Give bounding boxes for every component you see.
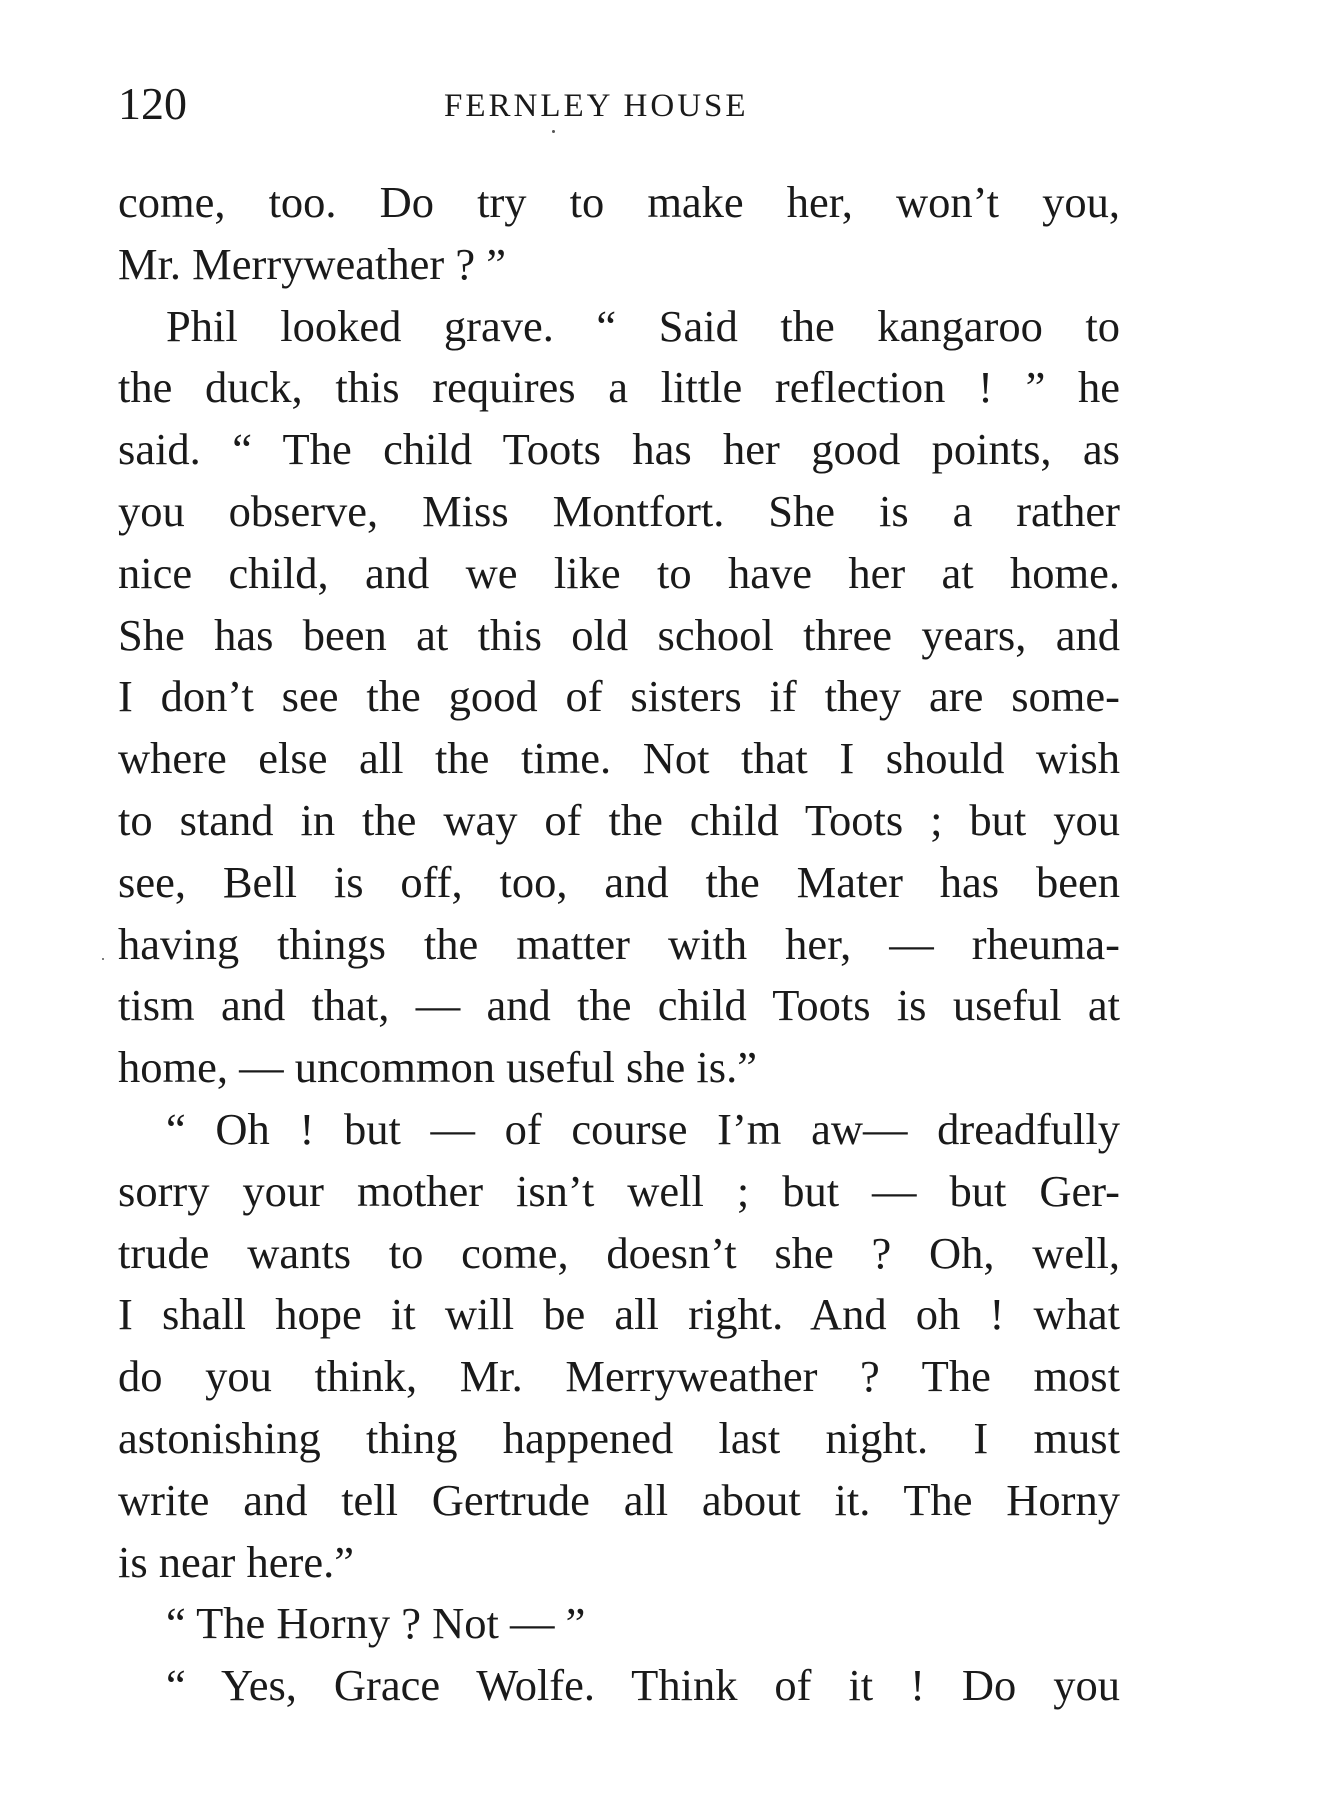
- text-line: I shall hope it will be all right. And oh ! what: [118, 1289, 1120, 1340]
- text-line: write and tell Gertrude all about it. The Horny: [118, 1474, 1120, 1525]
- text-line: astonishing thing happened last night. I must: [118, 1412, 1120, 1463]
- text-line: “ Oh ! but — of course I’m aw— dreadfully: [166, 1103, 1120, 1154]
- page-header: [118, 76, 1118, 136]
- text-line: the duck, this requires a little reflection ! ” he: [118, 362, 1120, 413]
- text-line: you observe, Miss Montfort. She is a rather: [118, 485, 1120, 536]
- text-line: sorry your mother isn’t well ; but — but Ger-: [118, 1165, 1120, 1216]
- text-line: I don’t see the good of sisters if they are some-: [118, 671, 1120, 722]
- text-line: where else all the time. Not that I should wish: [118, 733, 1120, 784]
- text-line: tism and that, — and the child Toots is useful at: [118, 980, 1120, 1031]
- text-line: nice child, and we like to have her at home.: [118, 547, 1120, 598]
- text-line: Mr. Merryweather ? ”: [118, 238, 506, 289]
- text-line: Phil looked grave. “ Said the kangaroo to: [166, 300, 1120, 351]
- text-line: come, too. Do try to make her, won’t you,: [118, 177, 1120, 227]
- running-head: FERNLEY HOUSE: [444, 88, 749, 124]
- text-line: do you think, Mr. Merryweather ? The most: [118, 1351, 1120, 1402]
- body-text: [118, 172, 1120, 1717]
- page-number: 120: [118, 78, 187, 129]
- text-line: She has been at this old school three years, and: [118, 609, 1120, 660]
- text-line: “ Yes, Grace Wolfe. Think of it ! Do you: [166, 1660, 1120, 1711]
- text-line: to stand in the way of the child Toots ; but you: [118, 794, 1120, 845]
- text-line: see, Bell is off, too, and the Mater has been: [118, 856, 1120, 907]
- text-line: “ The Horny ? Not — ”: [166, 1598, 586, 1649]
- print-speck: [552, 130, 555, 133]
- text-line: said. “ The child Toots has her good points, as: [118, 424, 1120, 475]
- text-line: home, — uncommon useful she is.”: [118, 1042, 757, 1093]
- text-line: having things the matter with her, — rheuma-: [118, 918, 1120, 969]
- text-line: trude wants to come, doesn’t she ? Oh, well,: [118, 1227, 1120, 1278]
- print-speck: [102, 958, 104, 960]
- text-line: is near here.”: [118, 1536, 354, 1587]
